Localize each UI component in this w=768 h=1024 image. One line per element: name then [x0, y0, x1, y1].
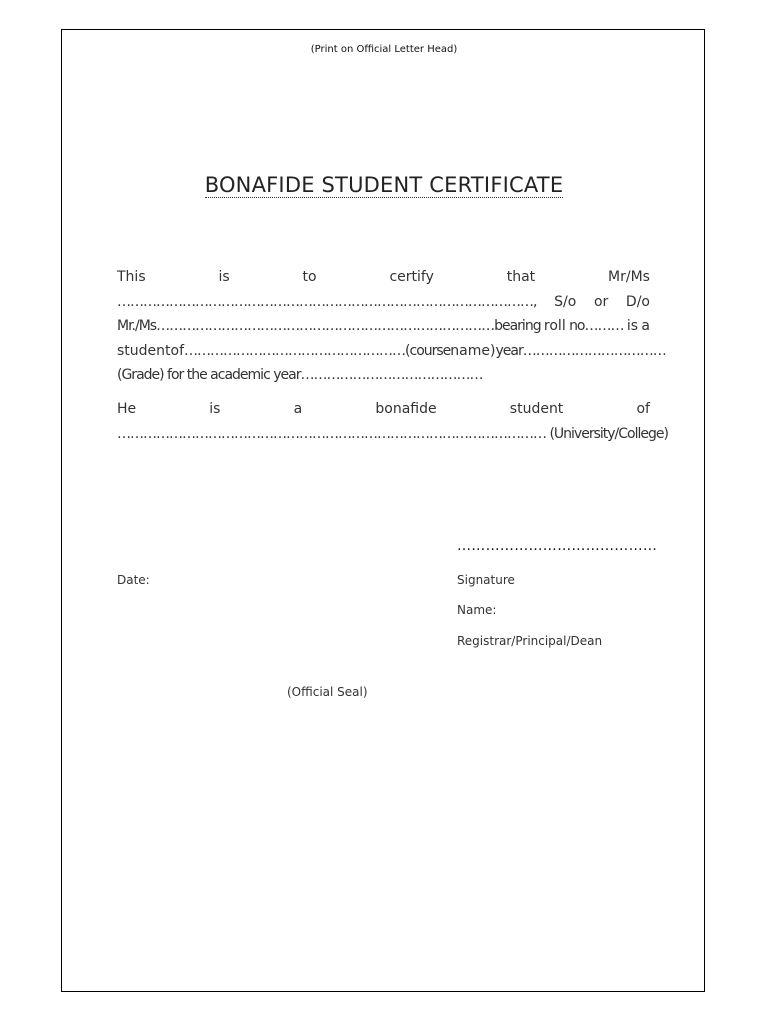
paragraph-line: [117, 339, 666, 364]
institution-text: ……………………………………………………………………………………… (University/College): [117, 425, 668, 442]
word: name): [450, 342, 496, 359]
word: is: [626, 318, 639, 334]
word: student: [117, 342, 171, 359]
word: that: [506, 269, 536, 285]
paragraph-line: [117, 363, 650, 388]
word: This: [117, 269, 146, 285]
paragraph-line: [117, 397, 650, 422]
paragraph-line: [117, 265, 650, 290]
word: to: [302, 269, 317, 285]
bonafide-paragraph: [117, 397, 668, 446]
word: of: [170, 342, 185, 359]
word: is: [218, 269, 230, 285]
role-label: Registrar/Principal/Dean: [457, 634, 603, 648]
word: bonafide: [375, 401, 437, 417]
word: student: [509, 401, 564, 417]
date-label: Date:: [117, 573, 150, 587]
parent-name-blank: Mr./Ms……………………………………………………………………bearing: [117, 318, 541, 334]
paragraph-line: [117, 290, 650, 315]
name-label: Name:: [457, 603, 497, 617]
word: Mr/Ms: [608, 269, 650, 285]
academic-year-text: (Grade) for the academic year……………………………………: [117, 367, 483, 383]
word: of: [636, 401, 650, 417]
word: is: [209, 401, 221, 417]
name-blank: ……………………………………………………………………………………,: [117, 293, 537, 310]
certificate-title-text: BONAFIDE STUDENT CERTIFICATE: [204, 173, 564, 197]
paragraph-line: [117, 314, 650, 339]
word: a: [293, 401, 303, 417]
signature-line: ……………………………………: [457, 538, 658, 554]
certificate-title: [0, 173, 768, 197]
word: certify: [389, 269, 434, 285]
certification-paragraph: [117, 265, 666, 388]
roll-no-blank: no………: [569, 318, 624, 334]
official-seal-label: (Official Seal): [287, 685, 368, 699]
signature-label: Signature: [457, 573, 515, 587]
letterhead-note: (Print on Official Letter Head): [310, 44, 458, 55]
paragraph-line: [117, 422, 668, 447]
course-blank: ……………………………………………(course: [184, 342, 451, 359]
word: a: [641, 318, 650, 334]
year-blank: year……………………………: [495, 342, 666, 359]
word: roll: [543, 318, 566, 334]
word: S/o: [554, 293, 577, 310]
word: He: [117, 401, 137, 417]
word: or: [593, 293, 609, 310]
word: D/o: [625, 293, 650, 310]
